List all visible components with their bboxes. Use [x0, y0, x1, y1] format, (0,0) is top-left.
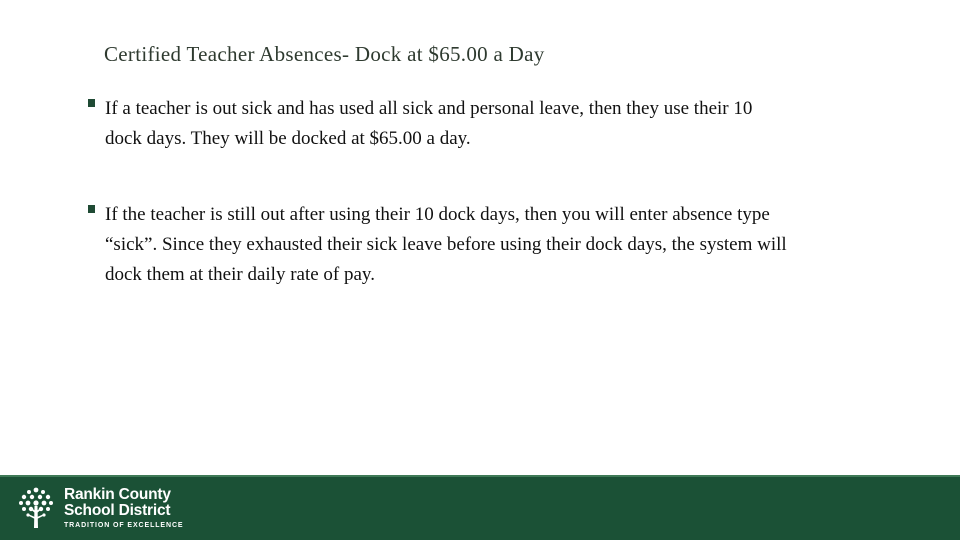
bullet-item [88, 94, 788, 154]
logo-name-line2: School District [64, 502, 171, 519]
bullet-text: If a teacher is out sick and has used all sick and personal leave, then they use their 10 dock days. They will be docked at $65.00 a day. [105, 98, 753, 149]
footer-bar [0, 475, 960, 540]
tree-icon [16, 486, 56, 530]
district-logo [16, 486, 183, 530]
slide-title: Certified Teacher Absences- Dock at $65.00 a Day [104, 42, 545, 66]
logo-name-line1: Rankin County [64, 486, 171, 503]
bullet-item [88, 200, 788, 290]
logo-text [64, 487, 183, 529]
logo-tagline: TRADITION OF EXCELLENCE [64, 522, 184, 529]
bullet-square-icon [88, 99, 95, 107]
bullet-list [88, 94, 788, 290]
bullet-square-icon [88, 205, 95, 213]
footer-divider [0, 475, 960, 477]
bullet-text: If the teacher is still out after using their 10 dock days, then you will enter absence type “sick”. Since they exhausted their sick leave before using their dock days, the system will dock them at their daily rate of pay. [105, 204, 787, 285]
